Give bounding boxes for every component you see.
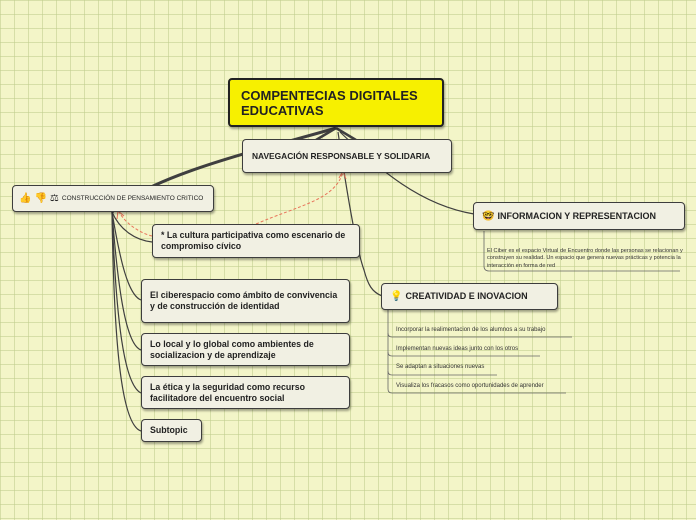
subtopic-label: Lo local y lo global como ambientes de socializacion y de aprendizaje xyxy=(150,338,314,360)
relation-sub1-nav xyxy=(256,172,343,224)
topic-informacion-label: INFORMACION Y REPRESENTACION xyxy=(497,210,656,221)
root-topic[interactable] xyxy=(228,78,444,127)
subtopic-label: El ciberespacio como ámbito de convivencia y de construcción de identidad xyxy=(150,290,338,311)
balance-scale-icon: ⚖ xyxy=(49,193,59,204)
subtopic-local-global[interactable] xyxy=(141,333,350,366)
subtopic-ciberespacio[interactable] xyxy=(141,279,350,323)
topic-creatividad[interactable] xyxy=(381,283,558,310)
creatividad-item[interactable]: Implementan nuevas ideas junto con los otros xyxy=(396,346,519,352)
light-bulb-icon: 💡 xyxy=(390,291,403,302)
topic-informacion[interactable] xyxy=(473,202,685,230)
topic-navegacion-label: NAVEGACIÓN RESPONSABLE Y SOLIDARIA xyxy=(252,150,431,161)
subtopic-etica-seguridad[interactable] xyxy=(141,376,350,409)
nerd-face-icon: 🤓 xyxy=(482,210,495,222)
thumbs-down-icon: 👎 xyxy=(34,193,47,204)
root-title: COMPENTECIAS DIGITALES EDUCATIVAS xyxy=(241,87,418,118)
informacion-note: El Ciber es el espacio Virtual de Encuentro donde las personas se relacionan y construyen su realidad. Un espacio que genera nuevas prácticas y potencia la interacción en forma de red xyxy=(487,248,683,269)
subtopic-label: * La cultura participativa como escenario de compromiso cívico xyxy=(161,230,346,251)
subtopic-label: La ética y la seguridad como recurso facilitadore del encuentro social xyxy=(150,381,305,403)
topic-construccion[interactable] xyxy=(12,185,214,212)
topic-construccion-label: CONSTRUCCIÓN DE PENSAMIENTO CRITICO xyxy=(61,195,204,202)
topic-creatividad-label: CREATIVIDAD E INOVACION xyxy=(405,291,528,301)
thumbs-up-icon: 👍 xyxy=(19,193,32,204)
topic-navegacion[interactable] xyxy=(242,139,452,173)
subtopic-cultura-participativa[interactable] xyxy=(152,224,360,258)
creatividad-item[interactable]: Se adaptan a situaciones nuevas xyxy=(396,364,485,370)
link-con-sub1 xyxy=(112,212,152,242)
subtopic-generic[interactable] xyxy=(141,419,202,442)
creatividad-item[interactable]: Visualiza los fracasos como oportunidades de aprender xyxy=(396,383,544,389)
subtopic-label: Subtopic xyxy=(150,425,188,436)
creatividad-item[interactable]: Incorporar la realimentacion de los alumnos a su trabajo xyxy=(396,327,546,333)
